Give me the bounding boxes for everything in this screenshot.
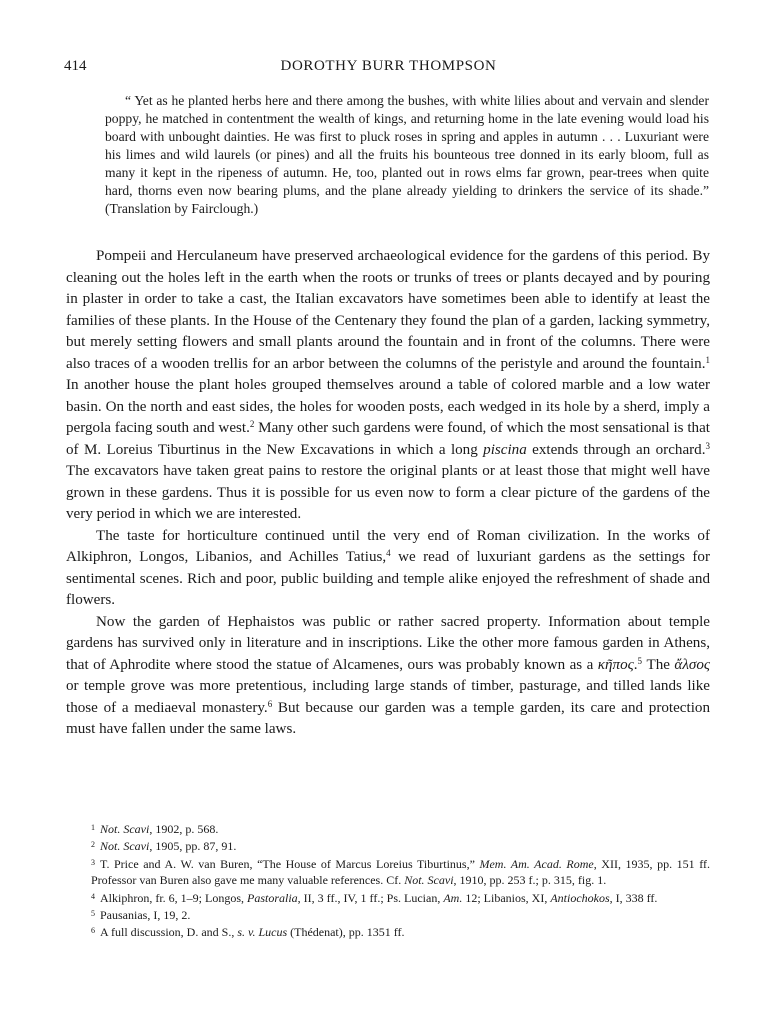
text-run: In another house the plant holes grouped themselves around a table of colored marble and a low water basin. On the north and east sides, the holes for wooden posts, each wedged in its hole by a sherd, imply a pergola facing south and west. bbox=[66, 377, 710, 436]
italic-title: Mem. Am. Acad. Rome bbox=[479, 856, 594, 871]
paragraph-hephaistos bbox=[66, 612, 710, 741]
greek-term: κῆπος bbox=[597, 656, 634, 673]
footnote-ref-3[interactable]: 3 bbox=[705, 440, 710, 451]
text-run: , II, 3 ff., IV, 1 ff.; Ps. Lucian, bbox=[297, 890, 444, 905]
text-run: , I, 338 ff. bbox=[609, 890, 658, 905]
text-run: But because our garden was a temple garden, its care and protection must have fallen under the same laws. bbox=[66, 699, 710, 737]
footnote-number: 6 bbox=[91, 926, 95, 936]
footnote-number: 5 bbox=[91, 909, 95, 919]
italic-title: Not. Scavi bbox=[404, 873, 454, 888]
italic-title: Pastoralia bbox=[247, 890, 298, 905]
page-header bbox=[64, 58, 713, 78]
text-run: , 1910, pp. 253 f.; p. 315, fig. 1. bbox=[453, 873, 607, 888]
italic-term: piscina bbox=[483, 441, 527, 458]
text-run: , XII, 1935, pp. 151 ff. Professor van Buren also gave me many valuable references. Cf. bbox=[91, 856, 711, 888]
text-run: The taste for horticulture continued until the very end of Roman civilization. In the works of Alkiphron, Longos, Libanios, and Achilles Tatius, bbox=[66, 527, 710, 565]
greek-term: ἄλσος bbox=[674, 656, 710, 673]
footnote-6 bbox=[91, 923, 710, 940]
text-run: Pausanias, I, 19, 2. bbox=[100, 908, 191, 923]
italic-title: Not. Scavi bbox=[100, 839, 150, 854]
italic-title: Am. bbox=[443, 890, 463, 905]
footnote-5 bbox=[91, 906, 710, 923]
text-run: Now the garden of Hephaistos was public or rather sacred property. Information about temple gardens has survived only in literature and in inscriptions. Like the other more famous garden in Athens, that of Aphrodite where stood the statue of Alcamenes, ours was probably known as a bbox=[66, 613, 710, 673]
italic-title: Not. Scavi bbox=[100, 822, 150, 836]
page-number: 414 bbox=[64, 58, 87, 74]
text-run: we read of luxuriant gardens as the settings for sentimental scenes. Rich and poor, public building and temple alike enjoyed the refreshment of shade and flowers. bbox=[66, 549, 710, 608]
footnote-ref-4[interactable]: 4 bbox=[386, 548, 391, 558]
footnote-ref-5[interactable]: 5 bbox=[637, 655, 643, 666]
body-text bbox=[66, 246, 710, 741]
text-run: (Thédenat), pp. 1351 ff. bbox=[287, 925, 405, 940]
text-run: Pompeii and Herculaneum have preserved archaeological evidence for the gardens of this period. By cleaning out the holes left in the earth when the roots or trunks of trees or plants decayed and by pouring in plaster in order to take a cast, the Italian excavators have sometimes been able to identify at least the families of these plants. In the House of the Centenary they found the plan of a garden, lacking symmetry, but merely setting flowers and small plants around the fountain and in front of the columns. There were also traces of a wooden trellis for an arbor between the columns of the peristyle and around the fountain. bbox=[66, 248, 710, 372]
footnote-3 bbox=[91, 855, 710, 889]
footnote-number: 1 bbox=[91, 823, 95, 832]
text-run: , 1902, p. 568. bbox=[149, 822, 219, 836]
text-run: T. Price and A. W. van Buren, “The House of Marcus Loreius Tiburtinus,” bbox=[100, 856, 480, 871]
text-run: . bbox=[633, 656, 638, 673]
text-run: 12; Libanios, XI, bbox=[462, 890, 551, 905]
footnote-4 bbox=[91, 889, 710, 906]
running-head: DOROTHY BURR THOMPSON bbox=[280, 58, 497, 74]
paragraph-pompeii bbox=[66, 246, 710, 526]
footnote-number: 2 bbox=[91, 840, 95, 850]
footnote-number: 3 bbox=[91, 857, 95, 867]
italic-title: Antiochokos bbox=[550, 890, 610, 905]
text-run: Alkiphron, fr. 6, 1–9; Longos, bbox=[100, 890, 247, 905]
text-run: The bbox=[642, 656, 675, 673]
footnote-2 bbox=[91, 837, 710, 854]
footnotes bbox=[91, 820, 710, 941]
footnote-number: 4 bbox=[91, 891, 95, 901]
text-run: or temple grove was more pretentious, including large stands of timber, pasturage, and tilled lands like those of a mediaeval monastery. bbox=[66, 678, 710, 716]
text-run: extends through an orchard. bbox=[526, 441, 706, 458]
footnote-ref-2[interactable]: 2 bbox=[249, 419, 255, 429]
block-quote: “ Yet as he planted herbs here and there among the bushes, with white lilies about and vervain and slender poppy, he matched in contentment the wealth of kings, and returning home in the late evening would load his board with unbought dainties. He was first to pluck roses in spring and apples in autumn . . . Luxuriant were his limes and wild laurels (or pines) and all the fruits his bounteous tree donned in its early bloom, full as many it kept in the ripeness of autumn. He, too, planted out in rows elms far grown, pear-trees when quite hard, thorns even now bearing plums, and the plane already yielding to drinkers the service of its shade.” (Translation by Fairclough.) bbox=[105, 93, 709, 216]
footnote-ref-1[interactable]: 1 bbox=[705, 354, 710, 365]
text-run: A full discussion, D. and S., bbox=[100, 925, 238, 940]
text-run: The excavators have taken great pains to restore the original plants or at least those that might well have grown in these gardens. Thus it is possible for us even now to form a clear picture of the gardens of the very period in which we are interested. bbox=[66, 463, 710, 522]
footnote-1 bbox=[91, 820, 710, 837]
footnote-ref-6[interactable]: 6 bbox=[267, 698, 273, 709]
text-run: Many other such gardens were found, of which the most sensational is that of M. Loreius Tiburtinus in the New Excavations in which a long bbox=[66, 420, 710, 458]
text-run: , 1905, pp. 87, 91. bbox=[149, 839, 237, 854]
italic-title: s. v. Lucus bbox=[237, 925, 288, 940]
paragraph-horticulture bbox=[66, 526, 710, 612]
